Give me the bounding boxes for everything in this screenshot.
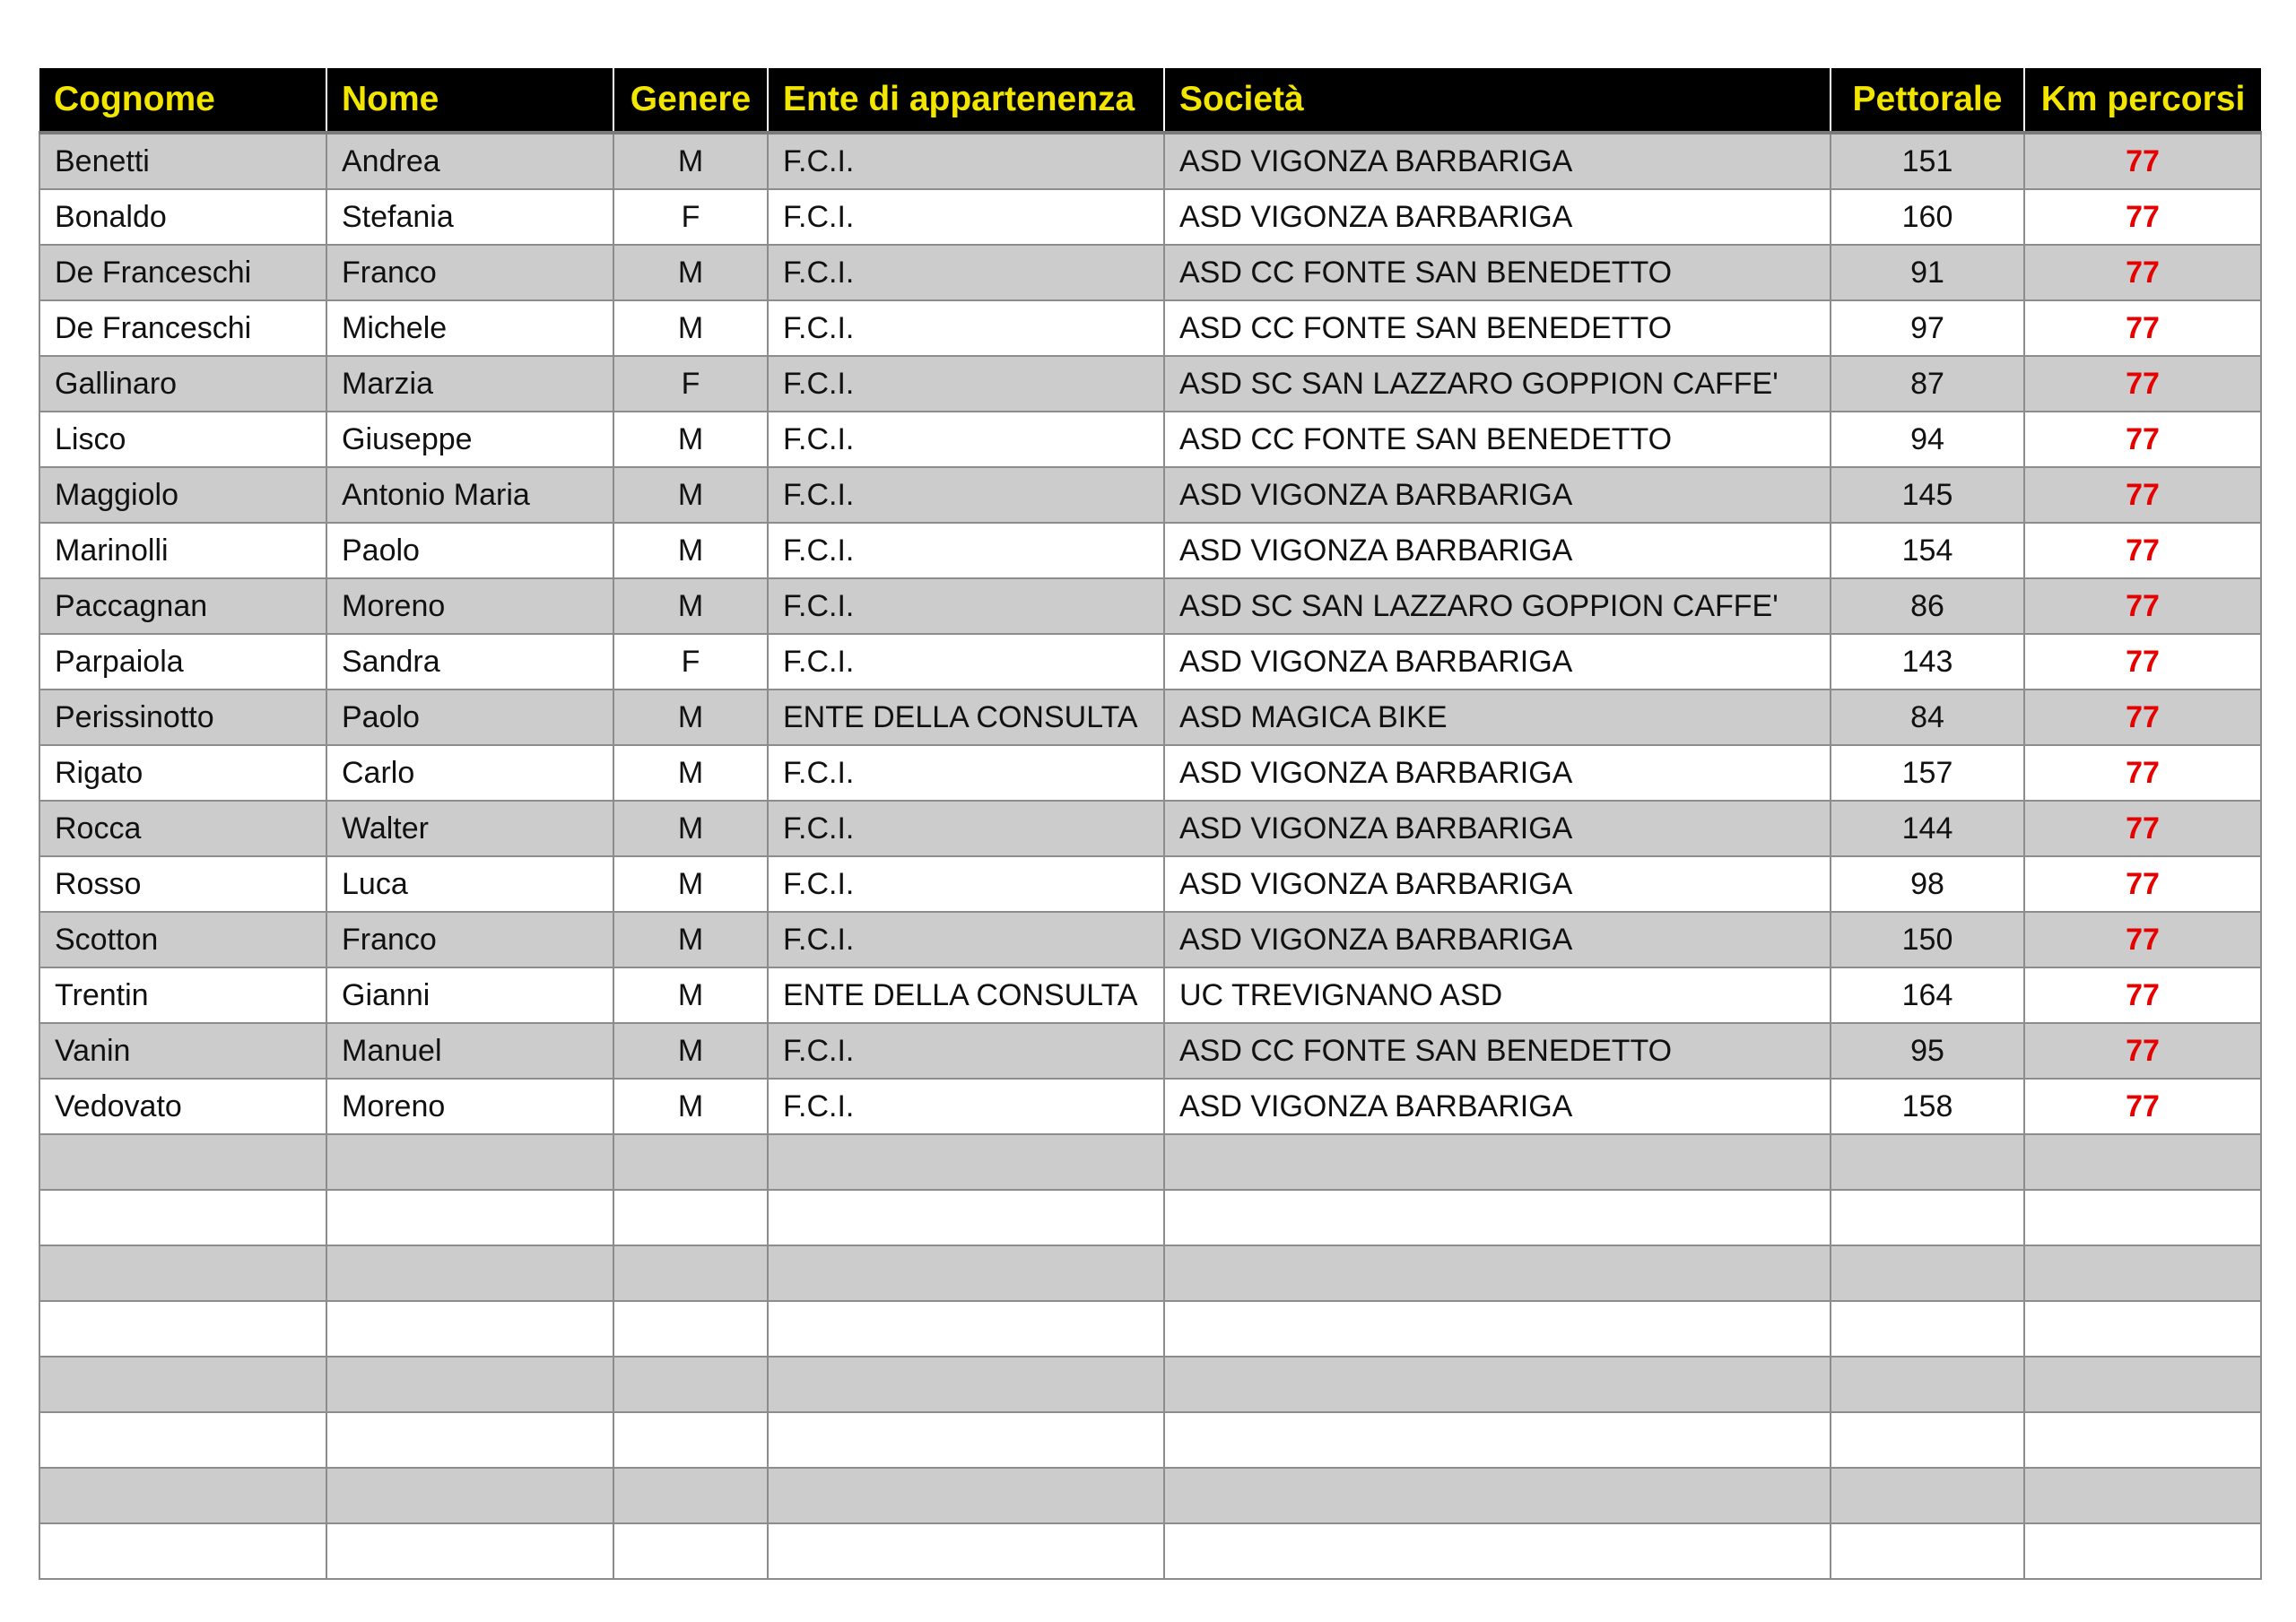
cell-km: 77	[2024, 245, 2261, 300]
cell-societa: ASD VIGONZA BARBARIGA	[1164, 745, 1831, 801]
cell-ente	[768, 1245, 1164, 1301]
cell-cognome	[39, 1245, 326, 1301]
cell-ente	[768, 1190, 1164, 1245]
cell-societa: ASD VIGONZA BARBARIGA	[1164, 1079, 1831, 1134]
table-row	[39, 856, 2261, 912]
cell-cognome	[39, 1523, 326, 1579]
cell-km: 77	[2024, 967, 2261, 1023]
cell-societa: ASD MAGICA BIKE	[1164, 690, 1831, 745]
cell-nome: Stefania	[326, 189, 613, 245]
cell-pettorale: 91	[1831, 245, 2024, 300]
cell-nome: Antonio Maria	[326, 467, 613, 523]
cell-pettorale	[1831, 1190, 2024, 1245]
cell-pettorale	[1831, 1245, 2024, 1301]
table-row	[39, 967, 2261, 1023]
cell-societa: ASD CC FONTE SAN BENEDETTO	[1164, 300, 1831, 356]
table-row	[39, 412, 2261, 467]
cell-genere	[613, 1190, 768, 1245]
cell-km	[2024, 1523, 2261, 1579]
cell-ente: F.C.I.	[768, 1079, 1164, 1134]
table-row	[39, 1245, 2261, 1301]
cell-ente: F.C.I.	[768, 300, 1164, 356]
cell-genere: M	[613, 801, 768, 856]
cell-nome: Gianni	[326, 967, 613, 1023]
cell-ente: F.C.I.	[768, 356, 1164, 412]
cell-nome: Paolo	[326, 690, 613, 745]
cell-cognome: Bonaldo	[39, 189, 326, 245]
cell-ente	[768, 1134, 1164, 1190]
cell-pettorale: 84	[1831, 690, 2024, 745]
cell-societa	[1164, 1134, 1831, 1190]
table-row	[39, 634, 2261, 690]
cell-km	[2024, 1412, 2261, 1468]
cell-nome: Moreno	[326, 578, 613, 634]
cell-genere: M	[613, 412, 768, 467]
cell-pettorale: 154	[1831, 523, 2024, 578]
cell-ente: F.C.I.	[768, 634, 1164, 690]
cell-cognome: Vanin	[39, 1023, 326, 1079]
header-ente: Ente di appartenenza	[768, 68, 1164, 133]
cell-societa	[1164, 1301, 1831, 1357]
cell-nome: Manuel	[326, 1023, 613, 1079]
table-row	[39, 1190, 2261, 1245]
cell-pettorale: 164	[1831, 967, 2024, 1023]
cell-genere: M	[613, 690, 768, 745]
cell-km: 77	[2024, 912, 2261, 967]
cell-nome: Marzia	[326, 356, 613, 412]
cell-nome	[326, 1134, 613, 1190]
cell-societa	[1164, 1245, 1831, 1301]
cell-nome: Michele	[326, 300, 613, 356]
cell-cognome: Benetti	[39, 133, 326, 189]
cell-genere: M	[613, 300, 768, 356]
cell-pettorale	[1831, 1523, 2024, 1579]
table-header	[39, 68, 2261, 133]
cell-pettorale: 151	[1831, 133, 2024, 189]
cell-cognome: Marinolli	[39, 523, 326, 578]
table-row	[39, 356, 2261, 412]
table-row	[39, 133, 2261, 189]
table-row	[39, 1357, 2261, 1412]
cell-ente: F.C.I.	[768, 856, 1164, 912]
cell-km: 77	[2024, 1079, 2261, 1134]
cell-nome	[326, 1245, 613, 1301]
cell-km: 77	[2024, 634, 2261, 690]
table-row	[39, 523, 2261, 578]
cell-ente	[768, 1301, 1164, 1357]
cell-societa: ASD VIGONZA BARBARIGA	[1164, 634, 1831, 690]
cell-genere: F	[613, 356, 768, 412]
cell-km: 77	[2024, 523, 2261, 578]
cell-nome: Paolo	[326, 523, 613, 578]
cell-genere: F	[613, 189, 768, 245]
cell-pettorale	[1831, 1357, 2024, 1412]
cell-ente: ENTE DELLA CONSULTA	[768, 690, 1164, 745]
cell-genere	[613, 1412, 768, 1468]
results-sheet	[39, 68, 2260, 1580]
cell-km: 77	[2024, 189, 2261, 245]
cell-km	[2024, 1357, 2261, 1412]
cell-km: 77	[2024, 856, 2261, 912]
cell-km: 77	[2024, 356, 2261, 412]
cell-nome	[326, 1412, 613, 1468]
cell-societa: ASD SC SAN LAZZARO GOPPION CAFFE'	[1164, 578, 1831, 634]
cell-ente: F.C.I.	[768, 745, 1164, 801]
cell-pettorale: 95	[1831, 1023, 2024, 1079]
cell-nome: Sandra	[326, 634, 613, 690]
cell-ente: F.C.I.	[768, 412, 1164, 467]
cell-km: 77	[2024, 133, 2261, 189]
table-row	[39, 1523, 2261, 1579]
cell-societa	[1164, 1412, 1831, 1468]
table-row	[39, 1134, 2261, 1190]
cell-cognome: Gallinaro	[39, 356, 326, 412]
cell-societa: ASD VIGONZA BARBARIGA	[1164, 133, 1831, 189]
table-row	[39, 745, 2261, 801]
cell-genere: M	[613, 967, 768, 1023]
header-genere: Genere	[613, 68, 768, 133]
cell-ente: F.C.I.	[768, 1023, 1164, 1079]
table-row	[39, 1412, 2261, 1468]
cell-pettorale: 86	[1831, 578, 2024, 634]
cell-cognome: De Franceschi	[39, 245, 326, 300]
cell-societa: UC TREVIGNANO ASD	[1164, 967, 1831, 1023]
cell-cognome: Vedovato	[39, 1079, 326, 1134]
cell-genere: M	[613, 245, 768, 300]
cell-cognome: Maggiolo	[39, 467, 326, 523]
cell-pettorale: 150	[1831, 912, 2024, 967]
cell-ente: F.C.I.	[768, 189, 1164, 245]
cell-nome	[326, 1357, 613, 1412]
table-row	[39, 801, 2261, 856]
table-row	[39, 1301, 2261, 1357]
cell-cognome: Perissinotto	[39, 690, 326, 745]
results-table	[39, 68, 2262, 1580]
cell-genere: M	[613, 523, 768, 578]
cell-pettorale: 144	[1831, 801, 2024, 856]
table-row	[39, 467, 2261, 523]
cell-ente: F.C.I.	[768, 245, 1164, 300]
cell-km	[2024, 1245, 2261, 1301]
cell-genere	[613, 1301, 768, 1357]
cell-nome: Franco	[326, 245, 613, 300]
cell-societa	[1164, 1357, 1831, 1412]
header-societa: Società	[1164, 68, 1831, 133]
table-row	[39, 245, 2261, 300]
cell-cognome: Rocca	[39, 801, 326, 856]
cell-ente	[768, 1357, 1164, 1412]
cell-societa: ASD VIGONZA BARBARIGA	[1164, 801, 1831, 856]
cell-nome: Franco	[326, 912, 613, 967]
cell-genere	[613, 1357, 768, 1412]
cell-cognome	[39, 1190, 326, 1245]
cell-societa: ASD VIGONZA BARBARIGA	[1164, 189, 1831, 245]
cell-societa: ASD VIGONZA BARBARIGA	[1164, 523, 1831, 578]
cell-cognome	[39, 1357, 326, 1412]
cell-km: 77	[2024, 578, 2261, 634]
cell-cognome	[39, 1412, 326, 1468]
cell-nome	[326, 1301, 613, 1357]
cell-km: 77	[2024, 467, 2261, 523]
table-body	[39, 133, 2261, 1579]
cell-km	[2024, 1190, 2261, 1245]
cell-nome: Walter	[326, 801, 613, 856]
header-pettorale: Pettorale	[1831, 68, 2024, 133]
table-row	[39, 1023, 2261, 1079]
cell-genere: M	[613, 1079, 768, 1134]
cell-societa	[1164, 1190, 1831, 1245]
cell-km: 77	[2024, 412, 2261, 467]
cell-km	[2024, 1301, 2261, 1357]
cell-cognome: Paccagnan	[39, 578, 326, 634]
cell-pettorale: 98	[1831, 856, 2024, 912]
cell-km	[2024, 1468, 2261, 1523]
cell-pettorale: 160	[1831, 189, 2024, 245]
cell-cognome	[39, 1301, 326, 1357]
cell-km	[2024, 1134, 2261, 1190]
cell-ente	[768, 1468, 1164, 1523]
cell-pettorale	[1831, 1134, 2024, 1190]
cell-genere	[613, 1245, 768, 1301]
cell-pettorale	[1831, 1412, 2024, 1468]
cell-genere	[613, 1468, 768, 1523]
cell-societa: ASD CC FONTE SAN BENEDETTO	[1164, 1023, 1831, 1079]
table-row	[39, 912, 2261, 967]
cell-societa	[1164, 1523, 1831, 1579]
cell-km: 77	[2024, 745, 2261, 801]
cell-pettorale: 87	[1831, 356, 2024, 412]
header-cognome: Cognome	[39, 68, 326, 133]
cell-cognome	[39, 1134, 326, 1190]
table-row	[39, 300, 2261, 356]
cell-genere: M	[613, 467, 768, 523]
cell-societa: ASD CC FONTE SAN BENEDETTO	[1164, 245, 1831, 300]
cell-ente: ENTE DELLA CONSULTA	[768, 967, 1164, 1023]
cell-km: 77	[2024, 690, 2261, 745]
cell-cognome: Parpaiola	[39, 634, 326, 690]
cell-nome: Carlo	[326, 745, 613, 801]
cell-nome: Giuseppe	[326, 412, 613, 467]
header-row	[39, 68, 2261, 133]
table-row	[39, 690, 2261, 745]
cell-genere: M	[613, 1023, 768, 1079]
cell-societa: ASD SC SAN LAZZARO GOPPION CAFFE'	[1164, 356, 1831, 412]
cell-nome	[326, 1190, 613, 1245]
cell-genere	[613, 1523, 768, 1579]
cell-nome	[326, 1468, 613, 1523]
cell-genere: M	[613, 856, 768, 912]
cell-genere: F	[613, 634, 768, 690]
cell-societa: ASD VIGONZA BARBARIGA	[1164, 467, 1831, 523]
cell-societa: ASD VIGONZA BARBARIGA	[1164, 856, 1831, 912]
cell-ente: F.C.I.	[768, 133, 1164, 189]
table-row	[39, 189, 2261, 245]
cell-cognome: Rigato	[39, 745, 326, 801]
cell-genere: M	[613, 578, 768, 634]
cell-nome: Luca	[326, 856, 613, 912]
cell-genere: M	[613, 133, 768, 189]
cell-pettorale: 94	[1831, 412, 2024, 467]
cell-pettorale: 97	[1831, 300, 2024, 356]
cell-cognome	[39, 1468, 326, 1523]
cell-genere	[613, 1134, 768, 1190]
cell-ente	[768, 1412, 1164, 1468]
cell-ente: F.C.I.	[768, 912, 1164, 967]
cell-societa	[1164, 1468, 1831, 1523]
cell-ente: F.C.I.	[768, 523, 1164, 578]
cell-pettorale: 157	[1831, 745, 2024, 801]
table-row	[39, 1079, 2261, 1134]
cell-genere: M	[613, 745, 768, 801]
cell-cognome: De Franceschi	[39, 300, 326, 356]
cell-km: 77	[2024, 300, 2261, 356]
cell-ente	[768, 1523, 1164, 1579]
cell-cognome: Trentin	[39, 967, 326, 1023]
cell-ente: F.C.I.	[768, 578, 1164, 634]
cell-pettorale: 143	[1831, 634, 2024, 690]
cell-pettorale	[1831, 1468, 2024, 1523]
cell-genere: M	[613, 912, 768, 967]
header-km: Km percorsi	[2024, 68, 2261, 133]
cell-nome: Moreno	[326, 1079, 613, 1134]
cell-nome: Andrea	[326, 133, 613, 189]
cell-ente: F.C.I.	[768, 467, 1164, 523]
cell-pettorale	[1831, 1301, 2024, 1357]
cell-pettorale: 158	[1831, 1079, 2024, 1134]
cell-km: 77	[2024, 1023, 2261, 1079]
table-row	[39, 1468, 2261, 1523]
cell-societa: ASD VIGONZA BARBARIGA	[1164, 912, 1831, 967]
cell-ente: F.C.I.	[768, 801, 1164, 856]
cell-cognome: Scotton	[39, 912, 326, 967]
cell-pettorale: 145	[1831, 467, 2024, 523]
cell-societa: ASD CC FONTE SAN BENEDETTO	[1164, 412, 1831, 467]
table-row	[39, 578, 2261, 634]
header-nome: Nome	[326, 68, 613, 133]
cell-nome	[326, 1523, 613, 1579]
cell-cognome: Lisco	[39, 412, 326, 467]
cell-km: 77	[2024, 801, 2261, 856]
cell-cognome: Rosso	[39, 856, 326, 912]
